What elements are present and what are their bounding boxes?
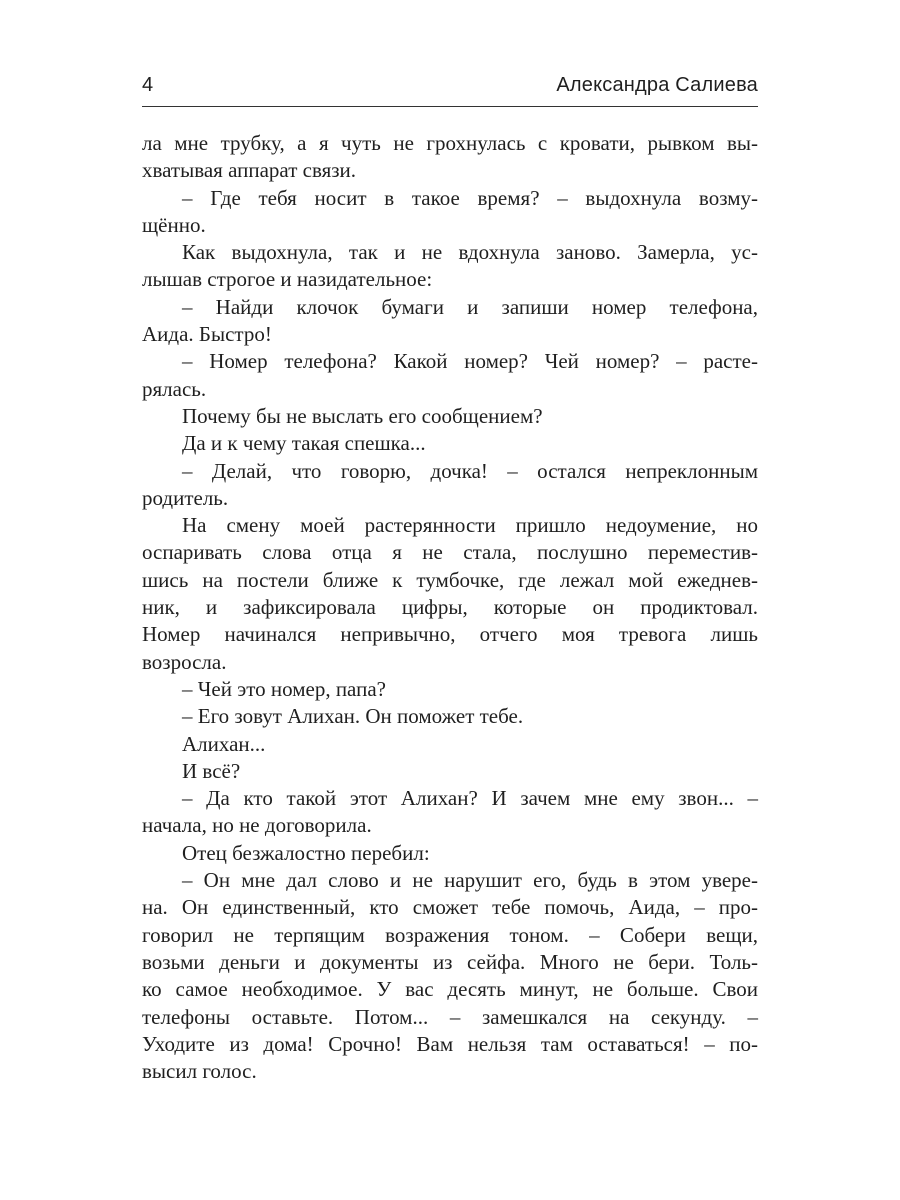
text-line: шись на постели ближе к тумбочке, где лежал мой ежеднев- bbox=[142, 567, 758, 592]
text-line: Уходите из дома! Срочно! Вам нельзя там оставаться! – по- bbox=[142, 1031, 758, 1056]
text-line: ко самое необходимое. У вас десять минут, не больше. Свои bbox=[142, 977, 758, 1002]
text-line: Отец безжалостно перебил: bbox=[182, 840, 430, 865]
running-title: Александра Салиева bbox=[556, 74, 758, 96]
header-rule bbox=[142, 106, 758, 107]
text-line: возьми деньги и документы из сейфа. Много не бери. Толь- bbox=[142, 949, 758, 974]
text-line: щённо. bbox=[142, 212, 206, 237]
text-line: – Он мне дал слово и не нарушит его, будь в этом увере- bbox=[182, 868, 758, 893]
text-line: – Номер телефона? Какой номер? Чей номер? – расте- bbox=[182, 349, 758, 374]
text-line: ник, и зафиксировала цифры, которые он продиктовал. bbox=[142, 595, 758, 620]
text-line: И всё? bbox=[182, 758, 241, 783]
text-line: Да и к чему такая спешка... bbox=[182, 431, 426, 456]
text-line: – Найди клочок бумаги и запиши номер телефона, bbox=[182, 294, 758, 319]
text-line: высил голос. bbox=[142, 1059, 257, 1084]
page-number: 4 bbox=[142, 74, 154, 96]
text-line: – Делай, что говорю, дочка! – остался непреклонным bbox=[182, 458, 758, 483]
text-line: Номер начинался непривычно, отчего моя тревога лишь bbox=[142, 622, 758, 647]
text-line: – Да кто такой этот Алихан? И зачем мне ему звон... – bbox=[182, 786, 758, 811]
text-line: – Чей это номер, папа? bbox=[182, 676, 386, 701]
text-line: Алихан... bbox=[182, 731, 266, 756]
text-line: родитель. bbox=[142, 485, 229, 510]
text-line: рялась. bbox=[142, 376, 207, 401]
text-line: начала, но не договорила. bbox=[142, 813, 372, 838]
text-line: лышав строгое и назидательное: bbox=[142, 267, 433, 292]
text-line: Как выдохнула, так и не вдохнула заново. Замерла, ус- bbox=[182, 240, 758, 265]
text-line: – Где тебя носит в такое время? – выдохнула возму- bbox=[182, 185, 758, 210]
text-line: – Его зовут Алихан. Он поможет тебе. bbox=[182, 704, 524, 729]
text-line: Почему бы не выслать его сообщением? bbox=[182, 403, 543, 428]
running-head bbox=[142, 74, 758, 102]
text-line: говорил не терпящим возражения тоном. – Собери вещи, bbox=[142, 922, 758, 947]
text-line: ла мне трубку, а я чуть не грохнулась с кровати, рывком вы- bbox=[142, 131, 758, 155]
text-line: хватывая аппарат связи. bbox=[142, 158, 357, 183]
text-line: Аида. Быстро! bbox=[142, 322, 272, 347]
text-line: на. Он единственный, кто сможет тебе помочь, Аида, – про- bbox=[142, 895, 758, 920]
text-line: возросла. bbox=[142, 649, 227, 674]
text-line: телефоны оставьте. Потом... – замешкался на секунду. – bbox=[142, 1004, 758, 1029]
text-line: оспаривать слова отца я не стала, послушно переместив- bbox=[142, 540, 758, 565]
body-text bbox=[142, 130, 758, 1085]
text-line: На смену моей растерянности пришло недоумение, но bbox=[182, 513, 758, 538]
